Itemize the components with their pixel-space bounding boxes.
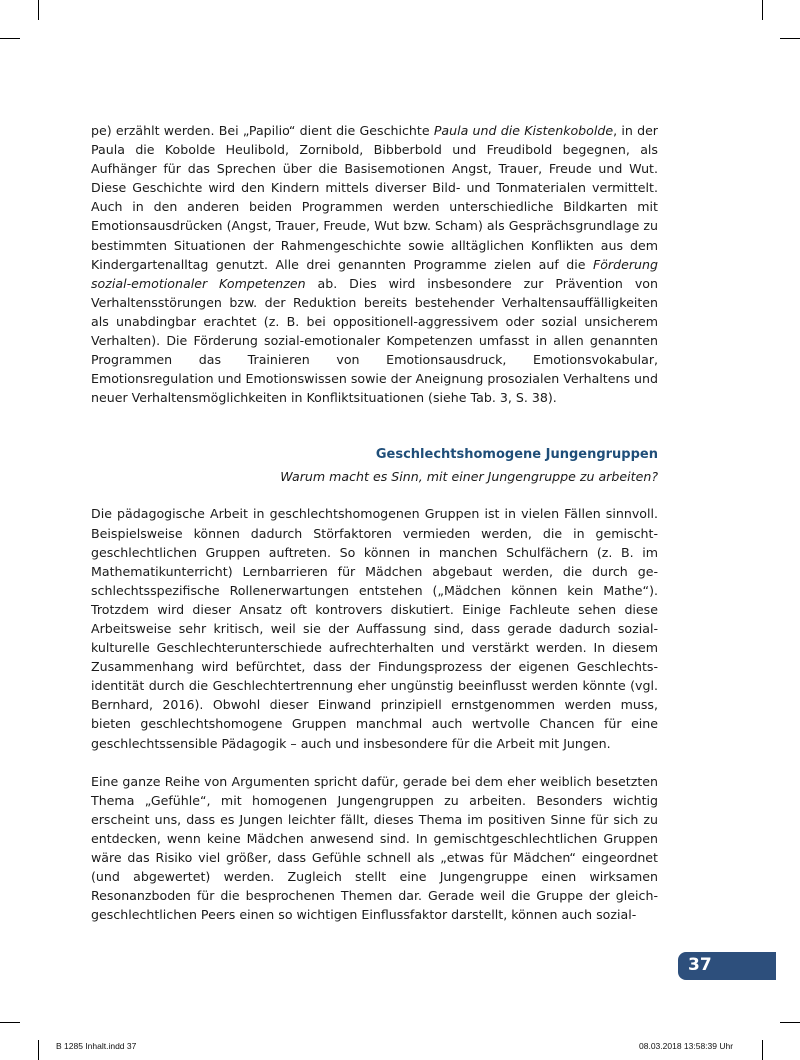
crop-mark xyxy=(0,1022,20,1023)
paragraph-arguments: Eine ganze Reihe von Argumenten spricht dafür, gerade bei dem eher weiblich besetzten Thema „Gefühle“, mit homogenen Jungengruppen zu arbeiten. Besonders wichtig erscheint uns, dass es Jungen leichter fällt, dieses Thema im positiven Sinne für sich zu entdecken, wenn keine Mädchen anwesend sind. In gemischtgeschlechtlichen Gruppen wäre das Risiko viel größer, dass Gefühle schnell als „etwas für Mädchen“ eingeordnet (und abgewertet) werden. Zugleich stellt eine Jungengruppe einen wirksamen Resonanzboden für die besprochenen Themen dar. Gerade weil die Gruppe der gleichgeschlechtlichen Peers einen so wichtigen Einflussfaktor darstellt, können auch sozial- xyxy=(91,773,658,923)
crop-mark xyxy=(780,38,800,39)
page-number-tab xyxy=(678,952,776,980)
crop-mark xyxy=(0,38,20,39)
text-run: pe) erzählt werden. Bei „Papilio“ dient die Geschichte xyxy=(91,123,434,138)
text-run: , in der Paula die Kobolde Heulibold, Zornibold, Bibberbold und Freudibold begegnen, als Aufhänger für das Sprechen über die Basisemotionen Angst, Trauer, Freude und Wut. Diese Geschichte wird den Kindern mittels diverser Bild- und Tonmaterialen vermittelt. Auch in den anderen beiden Programmen werden unterschiedliche Bildkarten mit Emotionsausdrücken (Angst, Trauer, Freude, Wut bzw. Scham) als Gesprächsgrundlage zu bestimmten Situationen der Rahmengeschichte sowie alltäglichen Konflikten aus dem Kindergartenalltag genutzt. Alle drei genannten Programme zielen auf die xyxy=(91,123,658,272)
crop-mark xyxy=(38,0,39,20)
section-heading: Geschlechtshomogene Jungengruppen xyxy=(375,447,658,463)
print-slug-left: B 1285 Inhalt.indd 37 xyxy=(56,1041,137,1051)
crop-mark xyxy=(780,1022,800,1023)
paragraph-group-work: Die pädagogische Arbeit in geschlechtshomogenen Gruppen ist in vielen Fällen sinnvoll. Beispielsweise können dadurch Störfaktoren vermieden werden, die in gemischtgeschlechtlichen Gruppen auftreten. So können in manchen Schulfächern (z. B. im Mathematikunterricht) Lernbarrieren für Mädchen abgebaut werden, die durch geschlechtsspezifische Rollenerwartungen entstehen („Mädchen können kein Mathe“). Trotzdem wird dieser Ansatz oft kontrovers diskutiert. Einige Fachleute sehen diese Arbeitsweise sehr kritisch, weil sie der Auffassung sind, dass gerade dadurch sozialkulturelle Geschlechterunterschiede aufrechterhalten und verstärkt werden. In diesem Zusammenhang wird befürchtet, dass der Findungsprozess der eigenen Geschlechtsidentität durch die Geschlechtertrennung eher ungünstig beeinflusst werden könnte (vgl. Bernhard, 2016). Obwohl dieser Einwand prinzipiell ernstgenommen werden muss, bieten geschlechtshomogene Gruppen manchmal auch wertvolle Chancen für eine geschlechtssensible Pädagogik – auch und insbesondere für die Arbeit mit Jungen. xyxy=(91,506,658,751)
body-text xyxy=(91,121,658,924)
section-subheading: Warum macht es Sinn, mit einer Jungengruppe zu arbeiten? xyxy=(280,469,658,485)
book-title-italic: Paula und die Kistenkobolde xyxy=(433,123,614,138)
print-slug-right: 08.03.2018 13:58:39 Uhr xyxy=(639,1041,734,1051)
crop-mark xyxy=(762,0,763,20)
paragraph-intro xyxy=(91,121,658,407)
crop-mark xyxy=(762,1040,763,1060)
page-number: 37 xyxy=(688,955,712,975)
crop-mark xyxy=(38,1040,39,1060)
emphasis-italic: Förderung sozial-emotionaler Kompetenzen xyxy=(91,256,658,291)
section-header xyxy=(91,445,658,486)
text-run: ab. Dies wird insbesondere zur Prävention von Verhaltensstörungen bzw. der Reduktion bereits bestehender Verhaltensauffälligkeiten als unabdingbar erachtet (z. B. bei oppositionell-aggressivem oder sozial unsicherem Verhalten). Die Förderung sozial-emotionaler Kompetenzen umfasst in allen genannten Programmen das Trainieren von Emotionsausdruck, Emotionsvokabular, Emotionsregulation und Emotionswissen sowie der Aneignung prosozialen Verhaltens und neuer Verhaltensmöglichkeiten in Konfliktsituationen (siehe Tab. 3, S. 38). xyxy=(91,275,658,406)
